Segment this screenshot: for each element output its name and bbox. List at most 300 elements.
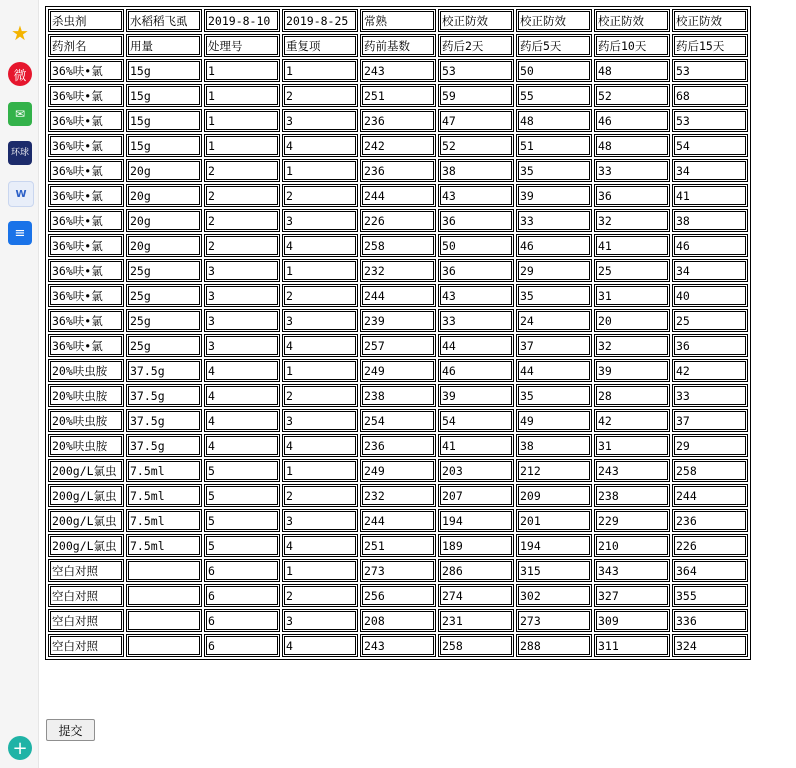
- cell-input[interactable]: [438, 484, 514, 507]
- favorites-star-icon[interactable]: ★: [11, 21, 29, 45]
- cell-input[interactable]: [594, 459, 670, 482]
- cell-input[interactable]: [48, 59, 124, 82]
- cell-input[interactable]: [594, 159, 670, 182]
- news-app-icon[interactable]: 环球: [8, 141, 32, 165]
- cell-input[interactable]: [204, 609, 280, 632]
- cell-input[interactable]: [204, 384, 280, 407]
- cell-input[interactable]: [360, 459, 436, 482]
- cell-value: 36%呋•氯: [52, 113, 103, 128]
- cell-value: 258: [442, 638, 463, 653]
- cell-input[interactable]: [516, 109, 592, 132]
- cell-input[interactable]: [360, 434, 436, 457]
- cell-input[interactable]: [48, 309, 124, 332]
- cell-input[interactable]: [282, 234, 358, 257]
- cell-input[interactable]: [282, 159, 358, 182]
- cell-input[interactable]: [360, 159, 436, 182]
- cell-input[interactable]: [282, 609, 358, 632]
- cell-input[interactable]: [204, 434, 280, 457]
- cell-input[interactable]: [48, 434, 124, 457]
- cell-input[interactable]: [672, 209, 748, 232]
- cell-input[interactable]: [282, 134, 358, 157]
- cell-input[interactable]: [126, 134, 202, 157]
- cell-input[interactable]: [516, 559, 592, 582]
- cell-input[interactable]: [360, 559, 436, 582]
- cell-input[interactable]: [672, 409, 748, 432]
- cell-input[interactable]: [672, 34, 748, 57]
- cell-input[interactable]: [516, 59, 592, 82]
- cell-input[interactable]: [672, 59, 748, 82]
- cell-input[interactable]: [516, 409, 592, 432]
- cell-input[interactable]: [204, 259, 280, 282]
- cell-value: 288: [520, 638, 541, 653]
- cell-input[interactable]: [204, 84, 280, 107]
- word-document-icon[interactable]: W: [8, 181, 34, 207]
- cell-value: 35: [520, 288, 534, 303]
- cell-input[interactable]: [516, 359, 592, 382]
- cell-input[interactable]: [204, 234, 280, 257]
- docs-app-icon[interactable]: ≡: [8, 221, 32, 245]
- cell-value: 273: [520, 613, 541, 628]
- cell-input[interactable]: [672, 484, 748, 507]
- cell-input[interactable]: [360, 134, 436, 157]
- cell-input[interactable]: [672, 234, 748, 257]
- cell-value: 水稻稻飞虱: [130, 13, 188, 28]
- cell-input[interactable]: [204, 634, 280, 657]
- table-row: [48, 284, 748, 307]
- cell-input[interactable]: [516, 259, 592, 282]
- cell-input[interactable]: [516, 584, 592, 607]
- cell-input[interactable]: [360, 284, 436, 307]
- cell-input[interactable]: [48, 509, 124, 532]
- cell-input[interactable]: [438, 509, 514, 532]
- cell-input[interactable]: [282, 309, 358, 332]
- cell-input[interactable]: [126, 59, 202, 82]
- cell-value: 5: [208, 513, 215, 528]
- cell-input[interactable]: [438, 309, 514, 332]
- cell-input[interactable]: [282, 209, 358, 232]
- cell-input[interactable]: [594, 484, 670, 507]
- cell-input[interactable]: [204, 409, 280, 432]
- table-row: [48, 109, 748, 132]
- cell-input[interactable]: [438, 109, 514, 132]
- cell-input[interactable]: [438, 159, 514, 182]
- cell-value: 39: [442, 388, 456, 403]
- submit-button[interactable]: 提交: [46, 719, 95, 741]
- cell-value: 33: [520, 213, 534, 228]
- cell-value: 1: [286, 463, 293, 478]
- cell-value: 2: [286, 388, 293, 403]
- cell-input[interactable]: [48, 234, 124, 257]
- cell-input[interactable]: [282, 34, 358, 57]
- cell-input[interactable]: [360, 584, 436, 607]
- cell-input[interactable]: [672, 434, 748, 457]
- cell-input[interactable]: [204, 359, 280, 382]
- cell-input[interactable]: [594, 109, 670, 132]
- cell-input[interactable]: [672, 109, 748, 132]
- mail-icon[interactable]: ✉: [8, 102, 32, 126]
- cell-input[interactable]: [516, 384, 592, 407]
- cell-input[interactable]: [438, 409, 514, 432]
- cell-input[interactable]: [594, 259, 670, 282]
- cell-input[interactable]: [126, 559, 202, 582]
- cell-input[interactable]: [282, 384, 358, 407]
- cell-value: 1: [286, 63, 293, 78]
- cell-input[interactable]: [360, 184, 436, 207]
- cell-input[interactable]: [282, 59, 358, 82]
- cell-input[interactable]: [126, 259, 202, 282]
- cell-input[interactable]: [594, 359, 670, 382]
- cell-input[interactable]: [360, 334, 436, 357]
- cell-input[interactable]: [126, 234, 202, 257]
- cell-input[interactable]: [204, 109, 280, 132]
- cell-value: 229: [598, 513, 619, 528]
- table-row: [48, 534, 748, 557]
- cell-input[interactable]: [126, 584, 202, 607]
- cell-value: 324: [676, 638, 697, 653]
- cell-input[interactable]: [594, 209, 670, 232]
- cell-input[interactable]: [126, 434, 202, 457]
- cell-value: 48: [598, 138, 612, 153]
- cell-input[interactable]: [126, 9, 202, 32]
- cell-input[interactable]: [126, 159, 202, 182]
- cell-input[interactable]: [594, 309, 670, 332]
- cell-input[interactable]: [438, 234, 514, 257]
- cell-input[interactable]: [126, 334, 202, 357]
- weibo-icon[interactable]: 微: [8, 62, 32, 86]
- cell-input[interactable]: [672, 184, 748, 207]
- cell-input[interactable]: [48, 134, 124, 157]
- cell-input[interactable]: [204, 484, 280, 507]
- cell-input[interactable]: [516, 84, 592, 107]
- cell-value: 28: [598, 388, 612, 403]
- cell-input[interactable]: [438, 184, 514, 207]
- cell-input[interactable]: [204, 59, 280, 82]
- cell-input[interactable]: [672, 509, 748, 532]
- cell-input[interactable]: [672, 459, 748, 482]
- cell-input[interactable]: [672, 559, 748, 582]
- cell-input[interactable]: [360, 359, 436, 382]
- cell-value: 311: [598, 638, 619, 653]
- cell-input[interactable]: [672, 634, 748, 657]
- cell-input[interactable]: [516, 509, 592, 532]
- cell-input[interactable]: [438, 434, 514, 457]
- cell-value: 36%呋•氯: [52, 238, 103, 253]
- cell-input[interactable]: [594, 59, 670, 82]
- cell-input[interactable]: [594, 384, 670, 407]
- cell-input[interactable]: [438, 609, 514, 632]
- cell-input[interactable]: [48, 459, 124, 482]
- cell-input[interactable]: [594, 284, 670, 307]
- cell-value: 35: [520, 163, 534, 178]
- cell-input[interactable]: [672, 259, 748, 282]
- cell-input[interactable]: [48, 559, 124, 582]
- cell-input[interactable]: [438, 259, 514, 282]
- cell-input[interactable]: [282, 634, 358, 657]
- cell-input[interactable]: [360, 59, 436, 82]
- cell-input[interactable]: [594, 559, 670, 582]
- cell-input[interactable]: [204, 459, 280, 482]
- cell-input[interactable]: [438, 334, 514, 357]
- cell-input[interactable]: [438, 384, 514, 407]
- cell-input[interactable]: [282, 359, 358, 382]
- cell-input[interactable]: [672, 359, 748, 382]
- cell-input[interactable]: [438, 59, 514, 82]
- cell-value: 336: [676, 613, 697, 628]
- cell-value: 212: [520, 463, 541, 478]
- cell-input[interactable]: [48, 209, 124, 232]
- cell-input[interactable]: [48, 484, 124, 507]
- cell-input[interactable]: [282, 509, 358, 532]
- cell-input[interactable]: [126, 384, 202, 407]
- cell-input[interactable]: [672, 534, 748, 557]
- cell-input[interactable]: [360, 384, 436, 407]
- cell-input[interactable]: [204, 309, 280, 332]
- cell-input[interactable]: [438, 559, 514, 582]
- cell-input[interactable]: [516, 534, 592, 557]
- cell-value: 2: [286, 288, 293, 303]
- cell-input[interactable]: [438, 84, 514, 107]
- cell-input[interactable]: [48, 384, 124, 407]
- cell-input[interactable]: [282, 109, 358, 132]
- cell-input[interactable]: [48, 84, 124, 107]
- cell-input[interactable]: [126, 309, 202, 332]
- cell-input[interactable]: [48, 109, 124, 132]
- cell-input[interactable]: [48, 34, 124, 57]
- cell-input[interactable]: [204, 334, 280, 357]
- data-entry-grid: [45, 6, 751, 660]
- cell-input[interactable]: [594, 534, 670, 557]
- cell-input[interactable]: [672, 309, 748, 332]
- table-row: [48, 134, 748, 157]
- cell-input[interactable]: [126, 509, 202, 532]
- cell-input[interactable]: [360, 609, 436, 632]
- cell-input[interactable]: [672, 384, 748, 407]
- cell-input[interactable]: [282, 334, 358, 357]
- cell-input[interactable]: [126, 634, 202, 657]
- cell-input[interactable]: [516, 634, 592, 657]
- table-row: [48, 459, 748, 482]
- cell-input[interactable]: [204, 284, 280, 307]
- cell-input[interactable]: [438, 359, 514, 382]
- cell-input[interactable]: [516, 184, 592, 207]
- table-row: [48, 359, 748, 382]
- cell-input[interactable]: [48, 159, 124, 182]
- cell-input[interactable]: [360, 634, 436, 657]
- table-row: [48, 234, 748, 257]
- cell-value: 52: [442, 138, 456, 153]
- cell-input[interactable]: [360, 234, 436, 257]
- cell-input[interactable]: [360, 509, 436, 532]
- cell-input[interactable]: [48, 359, 124, 382]
- cell-value: 355: [676, 588, 697, 603]
- cell-value: 258: [364, 238, 385, 253]
- cell-value: 286: [442, 563, 463, 578]
- table-row: [48, 84, 748, 107]
- cell-value: 201: [520, 513, 541, 528]
- cell-input[interactable]: [438, 284, 514, 307]
- cell-input[interactable]: [360, 534, 436, 557]
- cell-input[interactable]: [438, 634, 514, 657]
- cell-value: 200g/L氯虫: [52, 538, 117, 553]
- cell-input[interactable]: [438, 209, 514, 232]
- cell-value: 25g: [130, 313, 151, 328]
- cell-input[interactable]: [594, 234, 670, 257]
- cell-input[interactable]: [516, 309, 592, 332]
- cell-input[interactable]: [48, 9, 124, 32]
- cell-input[interactable]: [204, 34, 280, 57]
- cell-input[interactable]: [594, 134, 670, 157]
- cell-input[interactable]: [204, 209, 280, 232]
- cell-input[interactable]: [282, 559, 358, 582]
- cell-input[interactable]: [516, 459, 592, 482]
- cell-value: 2: [208, 213, 215, 228]
- cell-input[interactable]: [438, 9, 514, 32]
- cell-value: 2: [286, 588, 293, 603]
- cell-input[interactable]: [672, 134, 748, 157]
- cell-input[interactable]: [594, 84, 670, 107]
- cell-input[interactable]: [282, 584, 358, 607]
- cell-input[interactable]: [438, 34, 514, 57]
- cell-input[interactable]: [204, 584, 280, 607]
- cell-input[interactable]: [516, 9, 592, 32]
- cell-value: 194: [520, 538, 541, 553]
- cell-input[interactable]: [438, 534, 514, 557]
- cell-input[interactable]: [360, 84, 436, 107]
- cell-input[interactable]: [126, 84, 202, 107]
- cell-input[interactable]: [282, 409, 358, 432]
- cell-input[interactable]: [204, 134, 280, 157]
- cell-input[interactable]: [126, 109, 202, 132]
- cell-input[interactable]: [516, 484, 592, 507]
- cell-input[interactable]: [48, 634, 124, 657]
- cell-input[interactable]: [672, 284, 748, 307]
- cell-input[interactable]: [282, 184, 358, 207]
- cell-input[interactable]: [48, 184, 124, 207]
- cell-input[interactable]: [672, 159, 748, 182]
- cell-value: 重复项: [286, 38, 321, 53]
- cell-input[interactable]: [282, 459, 358, 482]
- table-row: [48, 209, 748, 232]
- cell-value: 3: [286, 313, 293, 328]
- cell-value: 常熟: [364, 13, 387, 28]
- cell-input[interactable]: [204, 184, 280, 207]
- cell-input[interactable]: [48, 409, 124, 432]
- cell-input[interactable]: [126, 359, 202, 382]
- cell-input[interactable]: [672, 584, 748, 607]
- cell-input[interactable]: [594, 609, 670, 632]
- cell-input[interactable]: [516, 434, 592, 457]
- cell-input[interactable]: [516, 159, 592, 182]
- cell-input[interactable]: [126, 609, 202, 632]
- cell-input[interactable]: [126, 534, 202, 557]
- cell-input[interactable]: [282, 284, 358, 307]
- cell-input[interactable]: [126, 34, 202, 57]
- cell-input[interactable]: [126, 284, 202, 307]
- cell-input[interactable]: [516, 234, 592, 257]
- cell-input[interactable]: [282, 84, 358, 107]
- cell-input[interactable]: [594, 9, 670, 32]
- cell-input[interactable]: [48, 259, 124, 282]
- cell-input[interactable]: [438, 134, 514, 157]
- add-app-icon[interactable]: +: [8, 736, 32, 760]
- cell-input[interactable]: [282, 259, 358, 282]
- cell-input[interactable]: [438, 459, 514, 482]
- cell-input[interactable]: [204, 509, 280, 532]
- cell-input[interactable]: [516, 209, 592, 232]
- cell-input[interactable]: [594, 409, 670, 432]
- cell-input[interactable]: [48, 284, 124, 307]
- cell-input[interactable]: [360, 409, 436, 432]
- cell-input[interactable]: [672, 9, 748, 32]
- cell-input[interactable]: [594, 34, 670, 57]
- cell-input[interactable]: [516, 334, 592, 357]
- cell-input[interactable]: [204, 534, 280, 557]
- cell-input[interactable]: [48, 534, 124, 557]
- cell-value: 15g: [130, 113, 151, 128]
- browser-sidebar: [0, 0, 39, 768]
- cell-input[interactable]: [282, 484, 358, 507]
- cell-input[interactable]: [360, 259, 436, 282]
- cell-input[interactable]: [282, 434, 358, 457]
- cell-value: 243: [364, 63, 385, 78]
- cell-input[interactable]: [594, 184, 670, 207]
- cell-input[interactable]: [282, 534, 358, 557]
- cell-input[interactable]: [594, 634, 670, 657]
- cell-value: 239: [364, 313, 385, 328]
- cell-value: 210: [598, 538, 619, 553]
- cell-value: 药剂名: [52, 38, 87, 53]
- cell-input[interactable]: [126, 209, 202, 232]
- cell-input[interactable]: [594, 334, 670, 357]
- cell-input[interactable]: [672, 334, 748, 357]
- cell-input[interactable]: [282, 9, 358, 32]
- cell-input[interactable]: [594, 584, 670, 607]
- cell-input[interactable]: [126, 484, 202, 507]
- cell-input[interactable]: [126, 409, 202, 432]
- cell-value: 20: [598, 313, 612, 328]
- cell-input[interactable]: [516, 284, 592, 307]
- cell-value: 7.5ml: [130, 538, 165, 553]
- cell-input[interactable]: [360, 9, 436, 32]
- header-row: [48, 9, 748, 32]
- cell-input[interactable]: [360, 209, 436, 232]
- cell-input[interactable]: [204, 159, 280, 182]
- cell-value: 236: [364, 113, 385, 128]
- cell-input[interactable]: [48, 334, 124, 357]
- cell-input[interactable]: [516, 609, 592, 632]
- cell-input[interactable]: [594, 509, 670, 532]
- cell-input[interactable]: [516, 134, 592, 157]
- cell-input[interactable]: [594, 434, 670, 457]
- cell-input[interactable]: [360, 484, 436, 507]
- cell-input[interactable]: [516, 34, 592, 57]
- cell-input[interactable]: [672, 609, 748, 632]
- cell-input[interactable]: [438, 584, 514, 607]
- cell-input[interactable]: [126, 184, 202, 207]
- cell-input[interactable]: [360, 309, 436, 332]
- cell-input[interactable]: [48, 584, 124, 607]
- cell-input[interactable]: [360, 109, 436, 132]
- cell-input[interactable]: [204, 559, 280, 582]
- cell-input[interactable]: [48, 609, 124, 632]
- cell-input[interactable]: [672, 84, 748, 107]
- cell-value: 1: [286, 263, 293, 278]
- cell-input[interactable]: [360, 34, 436, 57]
- cell-input[interactable]: [126, 459, 202, 482]
- cell-input[interactable]: [204, 9, 280, 32]
- cell-value: 251: [364, 88, 385, 103]
- cell-value: 2019-8-25: [286, 13, 349, 28]
